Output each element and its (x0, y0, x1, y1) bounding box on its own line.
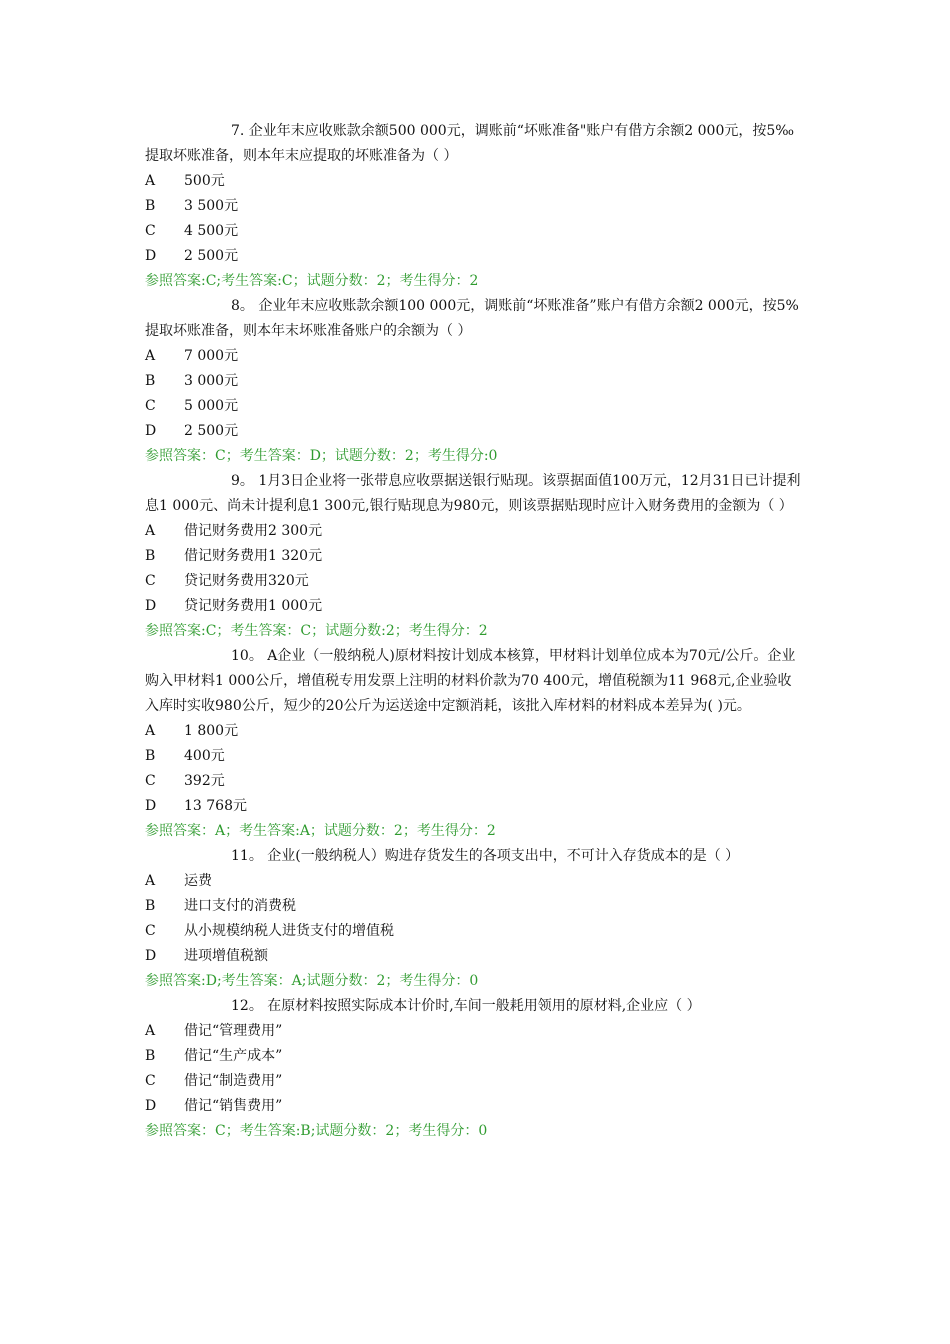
option-letter: A (145, 1023, 156, 1039)
option-letter: C (145, 773, 156, 789)
question-stem: 10。 A企业（一般纳税人)原材料按计划成本核算，甲材料计划单位成本为70元/公斤。企业购入甲材料1 000公斤，增值税专用发票上注明的材料价款为70 400元，增值税额为11 968元,企业验收入库时实收980公斤，短少的20公斤为运送途中定额消耗，该批入库材料的材料成本差异为( )元。 (145, 648, 796, 714)
option-letter: D (145, 423, 157, 439)
option-letter: B (145, 198, 156, 214)
option-letter: A (145, 873, 156, 889)
option-letter: A (145, 523, 156, 539)
option-d (145, 594, 805, 619)
option-text: 1 800元 (184, 723, 239, 739)
option-text: 运费 (184, 873, 212, 889)
option-text: 4 500元 (184, 223, 239, 239)
option-d (145, 1094, 805, 1119)
answer-line: 参照答案：C；考生答案:B;试题分数：2；考生得分：0 (145, 1123, 488, 1139)
option-letter: D (145, 948, 157, 964)
option-c (145, 394, 805, 419)
option-text: 借记“制造费用” (184, 1073, 283, 1089)
option-letter: B (145, 898, 156, 914)
option-d (145, 944, 805, 969)
option-letter: A (145, 723, 156, 739)
question-stem: 12。 在原材料按照实际成本计价时,车间一般耗用领用的原材料,企业应（ ） (231, 998, 701, 1014)
option-text: 借记财务费用2 300元 (184, 523, 323, 539)
option-text: 500元 (184, 173, 225, 189)
option-c (145, 1069, 805, 1094)
option-text: 借记“管理费用” (184, 1023, 283, 1039)
option-c (145, 569, 805, 594)
question-12 (145, 994, 805, 1144)
option-b (145, 744, 805, 769)
answer-line: 参照答案：C；考生答案：D；试题分数：2；考生得分:0 (145, 448, 498, 464)
option-letter: B (145, 1048, 156, 1064)
option-letter: B (145, 548, 156, 564)
option-text: 7 000元 (184, 348, 239, 364)
option-d (145, 419, 805, 444)
option-text: 进项增值税额 (184, 948, 268, 964)
question-stem: 9。 1月3日企业将一张带息应收票据送银行贴现。该票据面值100万元，12月31日已计提利息1 000元、尚未计提利息1 300元,银行贴现息为980元，则该票据贴现时应计入财务费用的金额为（ ） (145, 473, 801, 514)
option-text: 5 000元 (184, 398, 239, 414)
option-text: 从小规模纳税人进货支付的增值税 (184, 923, 394, 939)
option-c (145, 919, 805, 944)
document-page (145, 119, 805, 1144)
option-a (145, 519, 805, 544)
option-text: 贷记财务费用1 000元 (184, 598, 323, 614)
option-letter: C (145, 223, 156, 239)
question-11 (145, 844, 805, 994)
question-8 (145, 294, 805, 469)
option-c (145, 219, 805, 244)
option-letter: D (145, 1098, 157, 1114)
option-text: 贷记财务费用320元 (184, 573, 309, 589)
option-letter: C (145, 398, 156, 414)
option-text: 392元 (184, 773, 225, 789)
option-letter: C (145, 1073, 156, 1089)
question-10 (145, 644, 805, 844)
option-text: 3 000元 (184, 373, 239, 389)
question-stem: 7. 企业年末应收账款余额500 000元，调账前“坏账准备"账户有借方余额2 000元，按5‰提取坏账准备，则本年末应提取的坏账准备为（ ） (145, 123, 795, 164)
option-b (145, 194, 805, 219)
option-text: 13 768元 (184, 798, 247, 814)
option-c (145, 769, 805, 794)
option-text: 借记“生产成本” (184, 1048, 283, 1064)
option-letter: C (145, 573, 156, 589)
option-a (145, 169, 805, 194)
option-a (145, 344, 805, 369)
option-letter: C (145, 923, 156, 939)
option-letter: A (145, 348, 156, 364)
option-text: 借记“销售费用” (184, 1098, 283, 1114)
question-7 (145, 119, 805, 294)
option-text: 2 500元 (184, 423, 239, 439)
question-stem: 11。 企业(一般纳税人）购进存货发生的各项支出中，不可计入存货成本的是（ ） (231, 848, 740, 864)
option-d (145, 794, 805, 819)
option-b (145, 1044, 805, 1069)
option-text: 2 500元 (184, 248, 239, 264)
option-text: 借记财务费用1 320元 (184, 548, 323, 564)
option-letter: D (145, 598, 157, 614)
option-letter: A (145, 173, 156, 189)
answer-line: 参照答案:C；考生答案：C；试题分数:2；考生得分：2 (145, 623, 488, 639)
option-a (145, 869, 805, 894)
option-a (145, 1019, 805, 1044)
option-d (145, 244, 805, 269)
option-letter: B (145, 373, 156, 389)
option-letter: D (145, 248, 157, 264)
option-text: 400元 (184, 748, 225, 764)
option-b (145, 544, 805, 569)
question-9 (145, 469, 805, 644)
option-a (145, 719, 805, 744)
option-letter: B (145, 748, 156, 764)
option-letter: D (145, 798, 157, 814)
option-b (145, 369, 805, 394)
answer-line: 参照答案:C;考生答案:C；试题分数：2；考生得分：2 (145, 273, 479, 289)
answer-line: 参照答案:D;考生答案：A;试题分数：2；考生得分：0 (145, 973, 479, 989)
option-text: 3 500元 (184, 198, 239, 214)
question-stem: 8。 企业年末应收账款余额100 000元，调账前“坏账准备”账户有借方余额2 000元，按5%提取坏账准备，则本年末坏账准备账户的余额为（ ） (145, 298, 799, 339)
option-b (145, 894, 805, 919)
option-text: 进口支付的消费税 (184, 898, 296, 914)
answer-line: 参照答案：A；考生答案:A；试题分数：2；考生得分：2 (145, 823, 496, 839)
